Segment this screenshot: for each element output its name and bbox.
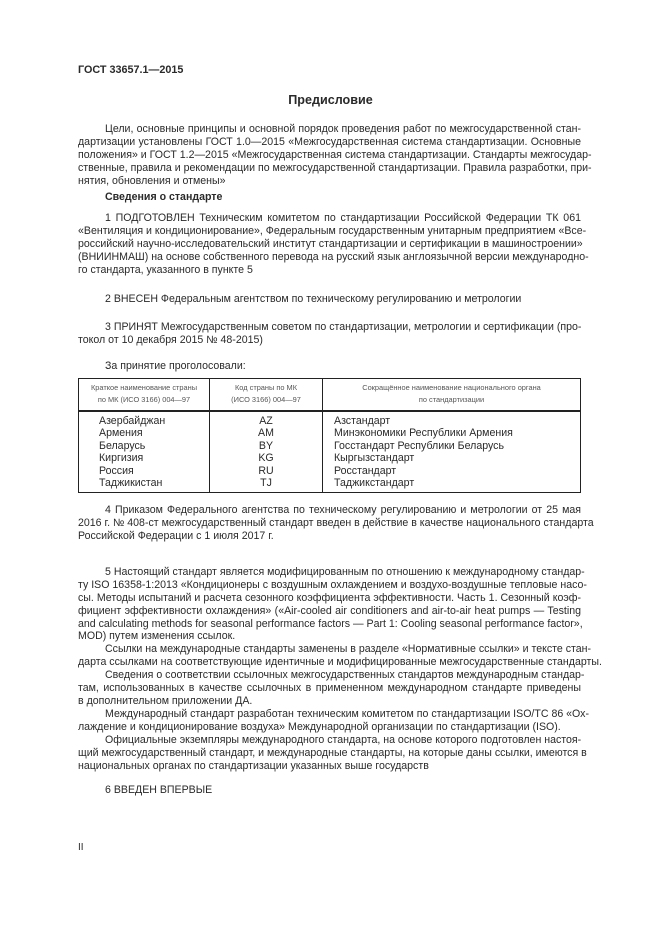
code-cell: RU (210, 465, 323, 477)
table-row (79, 440, 581, 452)
code-cell: KG (210, 452, 323, 464)
text-line: 3 ПРИНЯТ Межгосударственным советом по стандартизации, метрологии и сертификации (про- (105, 321, 582, 333)
code-cell: AM (210, 427, 323, 439)
references-paragraph-1 (78, 643, 602, 669)
item-4-paragraph (78, 504, 594, 543)
text-line: сы. Методы испытаний и расчета сезонного коэффициента эффективности. Часть 1. Сезонный коэф- (78, 591, 581, 604)
header-line: по МК (ИСО 3166) 004—97 (97, 395, 191, 404)
text-line: национальных органах по стандартизации указанных выше государств (78, 759, 429, 772)
text-line: Официальные экземпляры международного стандарта, на основе которого подготовлен настоя- (105, 734, 582, 746)
text-line: and calculating methods for seasonal performance factors — Part 1: Cooling seasonal performance factor», (78, 617, 583, 630)
header-line: Краткое наименование страны (90, 383, 198, 392)
voted-label: За принятие проголосовали: (105, 360, 246, 372)
item-3-paragraph (78, 321, 581, 347)
country-cell: Киргизия (79, 452, 210, 464)
text-line: Ссылки на международные стандарты заменены в разделе «Нормативные ссылки» и тексте стан- (105, 643, 592, 655)
text-line: в дополнительном приложении ДА. (78, 694, 253, 707)
code-cell: AZ (210, 411, 323, 427)
text-line: ственные, правила и рекомендации по межгосударственной стандартизации. Правила разработки, при- (78, 161, 592, 174)
text-line: Международный стандарт разработан техническим комитетом по стандартизации ISO/TC 86 «Ох- (105, 708, 590, 720)
body-cell: Росстандарт (323, 465, 581, 477)
text-line: 6 ВВЕДЕН ВПЕРВЫЕ (105, 784, 213, 796)
item-6-paragraph (78, 784, 581, 797)
text-line: 1 ПОДГОТОВЛЕН Техническим комитетом по стандартизации Российской Федерации ТК 061 (105, 212, 581, 224)
column-header-country (79, 379, 210, 412)
item-1-paragraph (78, 212, 589, 276)
item-5-paragraph (78, 566, 587, 643)
text-line: MOD) путем изменения ссылок. (78, 630, 236, 643)
text-line: ту ISO 16358-1:2013 «Кондиционеры с воздушным охлаждением и воздухо-воздушные тепловые насо- (78, 578, 587, 591)
text-line: положения» и ГОСТ 1.2—2015 «Межгосударственная система стандартизации. Стандарты межгосудар- (78, 148, 592, 161)
text-line: Российской Федерации с 1 июля 2017 г. (78, 529, 274, 542)
text-line: 5 Настоящий стандарт является модифицированным по отношению к международному стандар- (105, 566, 585, 578)
text-line: там, использованных в качестве ссылочных в примененном международном стандарте приведены (78, 681, 581, 694)
country-cell: Армения (79, 427, 210, 439)
references-paragraph-2 (78, 669, 585, 708)
header-line: по стандартизации (418, 395, 485, 404)
text-line: нятия, обновления и отмены» (78, 174, 226, 187)
section-subheading: Сведения о стандарте (105, 191, 223, 203)
voting-table (78, 378, 581, 493)
text-line: лаждение и кондиционирование воздуха» Международной организации по стандартизации (ISO). (78, 720, 561, 733)
text-line: 2 ВНЕСЕН Федеральным агентством по техническому регулированию и метрологии (105, 293, 522, 305)
text-line: Цели, основные принципы и основной порядок проведения работ по межгосударственной стан- (105, 123, 581, 135)
body-cell: Азстандарт (323, 411, 581, 427)
text-line: го стандарта, указанного в пункте 5 (78, 263, 253, 276)
header-line: Код страны по МК (235, 383, 297, 392)
page-title: Предисловие (288, 93, 373, 107)
body-cell: Минэкономики Республики Армения (323, 427, 581, 439)
table-row (79, 465, 581, 477)
text-line: дартизации установлены ГОСТ 1.0—2015 «Межгосударственная система стандартизации. Основные (78, 135, 581, 148)
text-line: фициент эффективности охлаждения» («Air-cooled air conditioners and air-to-air heat pumps — Testing (78, 604, 581, 617)
text-line: токол от 10 декабря 2015 № 48-2015) (78, 333, 263, 346)
body-cell: Госстандарт Республики Беларусь (323, 440, 581, 452)
country-cell: Азербайджан (79, 411, 210, 427)
table-row (79, 411, 581, 427)
code-cell: BY (210, 440, 323, 452)
table-row (79, 427, 581, 439)
header-line: (ИСО 3166) 004—97 (231, 395, 301, 404)
column-header-body (323, 379, 581, 412)
item-2-paragraph (78, 293, 581, 306)
document-header: ГОСТ 33657.1—2015 (78, 64, 184, 76)
text-line: (ВНИИНМАШ) на основе собственного перевода на русский язык англоязычной версии международно- (78, 250, 589, 263)
header-line: Сокращённое наименование национального органа (362, 383, 541, 392)
column-header-code (210, 379, 323, 412)
country-cell: Россия (79, 465, 210, 477)
intro-paragraph (78, 123, 592, 187)
references-paragraph-4 (78, 734, 587, 773)
text-line: российский научно-исследовательский институт стандартизации и сертификации в машиностроении» (78, 237, 583, 250)
body-cell: Кыргызстандарт (323, 452, 581, 464)
references-paragraph-3 (78, 708, 590, 734)
page-number: II (78, 842, 84, 853)
code-cell: TJ (210, 477, 323, 493)
country-cell: Беларусь (79, 440, 210, 452)
text-line: «Вентиляция и кондиционирование», Федеральным государственным унитарным предприятием «Все- (78, 224, 587, 237)
text-line: дарта ссылками на соответствующие идентичные и модифицированные межгосударственные стандарты. (78, 655, 602, 668)
text-line: щий межгосударственный стандарт, и международные стандарты, на которые даны ссылки, имеются в (78, 746, 587, 759)
text-line: 2016 г. № 408-ст межгосударственный стандарт введен в действие в качестве национального стандарта (78, 516, 594, 529)
body-cell: Таджикстандарт (323, 477, 581, 493)
text-line: 4 Приказом Федерального агентства по техническому регулированию и метрологии от 25 мая (105, 504, 581, 516)
table-row (79, 452, 581, 464)
country-cell: Таджикистан (79, 477, 210, 493)
text-line: Сведения о соответствии ссылочных межгосударственных стандартов международным стандар- (105, 669, 585, 681)
table-row (79, 477, 581, 493)
